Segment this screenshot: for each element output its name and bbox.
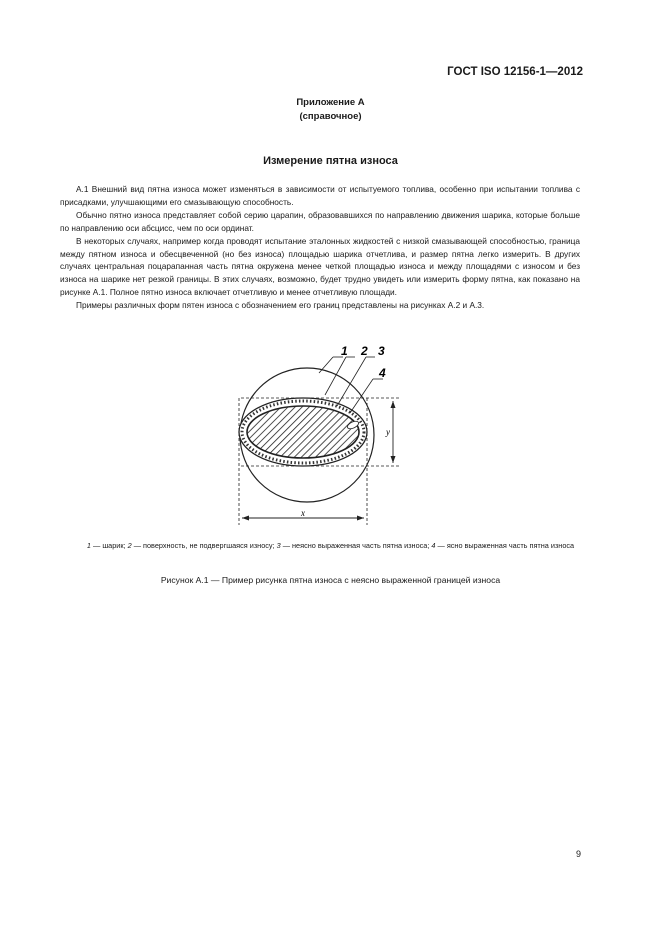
legend-text: — ясно выраженная часть пятна износа [435,541,575,550]
page-number: 9 [575,849,581,859]
legend-num: 1 [86,541,91,550]
callout-3: 3 [378,344,385,358]
paragraph: В некоторых случаях, например когда проводят испытание эталонных жидкостей с низкой смазывающей способностью, граница между пятном износа и обесцвеченной (но без износа) площадью шарика отчетлива, и размер пятна легко измерить. В других случаях центральная поцарапанная часть пятна окружена менее четкой площадью износа и между площадями с износом и без износа на шарике нет резкой границы. В этих случаях, возможно, будет трудно увидеть или измерить форму пятна, как показано на рисунке А.1. Полное пятно износа включает отчетливую и менее отчетливую площади. [60,235,580,298]
paragraph: Обычно пятно износа представляет собой серию царапин, образовавшихся по направлению движения шарика, которые больше по направлению оси абсцисс, чем по оси ординат. [60,209,580,233]
body-text [60,183,580,312]
legend-num: 4 [431,541,436,550]
callout-1: 1 [341,344,348,358]
x-dimension-label: x [301,508,305,518]
annex-status: (справочное) [299,111,362,122]
annex-heading [0,96,661,124]
callout-2: 2 [361,344,368,358]
wear-scar-figure [225,335,415,530]
legend-text: — шарик; [90,541,128,550]
paragraph: А.1 Внешний вид пятна износа может изменяться в зависимости от испытуемого топлива, особенно при испытании топлива с присадками, улучшающими его смазывающую способность. [60,184,580,207]
callout-4: 4 [379,366,386,380]
figure-caption: Рисунок А.1 — Пример рисунка пятна износа с неясно выраженной границей износа [160,575,501,585]
legend-text: — поверхность, не подвергшаяся износу; [131,541,277,550]
figure-legend [40,538,621,553]
legend-text: — неясно выраженная часть пятна износа; [280,541,432,550]
legend-num: 2 [127,541,132,550]
annex-label: Приложение А [296,97,365,108]
document-code: ГОСТ ISO 12156-1—2012 [447,66,583,78]
paragraph: Примеры различных форм пятен износа с обозначением его границ представлены на рисунках А.2 и А.3. [76,300,485,311]
section-title: Измерение пятна износа [263,155,398,167]
y-dimension-label: y [386,427,390,437]
distinct-wear-zone [247,406,359,458]
legend-num: 3 [276,541,281,550]
